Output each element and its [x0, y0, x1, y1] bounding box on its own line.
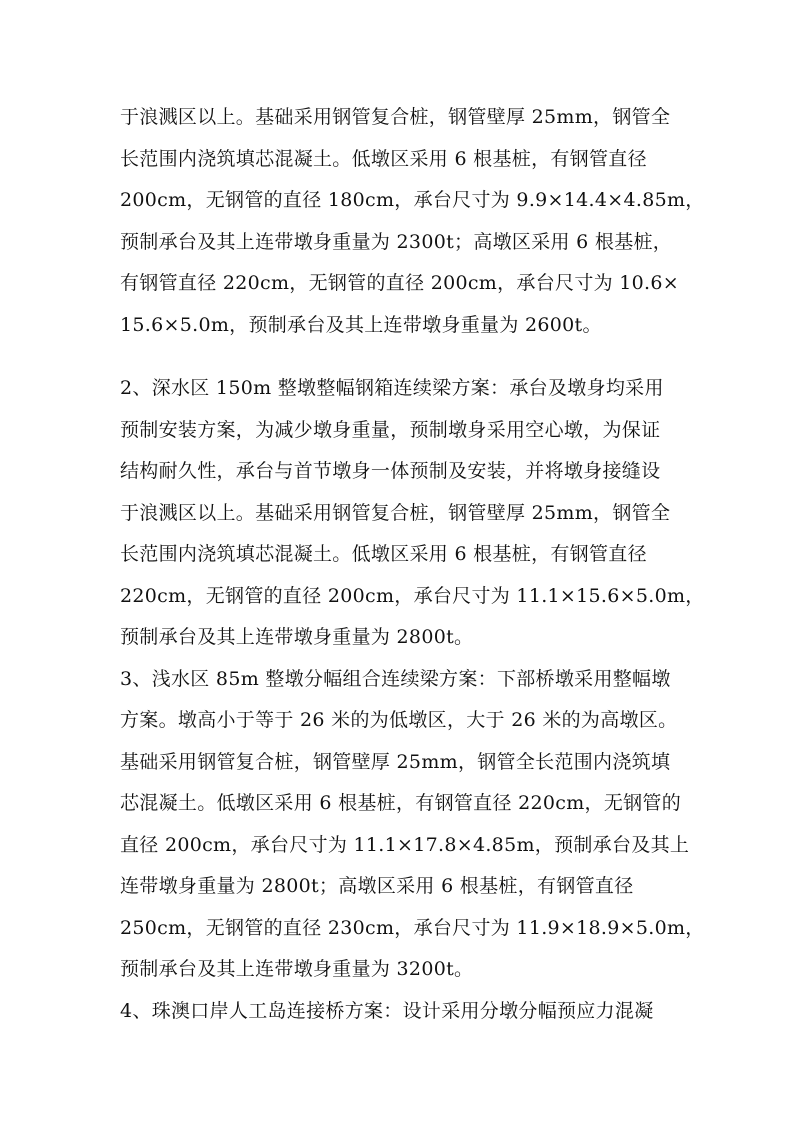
text-line: 基础采用钢管复合桩，钢管壁厚 25mm，钢管全长范围内浇筑填: [120, 750, 671, 773]
text-line: 预制安装方案，为减少墩身重量，预制墩身采用空心墩，为保证: [120, 418, 661, 441]
text-line: 直径 200cm，承台尺寸为 11.1×17.8×4.85m，预制承台及其上: [120, 833, 690, 856]
body-text: [120, 97, 705, 1032]
text-line: 4、珠澳口岸人工岛连接桥方案：设计采用分墩分幅预应力混凝: [120, 999, 654, 1022]
text-line: 连带墩身重量为 2800t；高墩区采用 6 根基桩，有钢管直径: [120, 875, 634, 897]
text-line: 预制承台及其上连带墩身重量为 3200t。: [120, 958, 474, 980]
text-line: 结构耐久性，承台与首节墩身一体预制及安装，并将墩身接缝设: [120, 460, 661, 482]
text-line: 预制承台及其上连带墩身重量为 2300t；高墩区采用 6 根基桩，: [120, 230, 673, 253]
text-line: 250cm，无钢管的直径 230cm，承台尺寸为 11.9×18.9×5.0m，: [120, 916, 705, 939]
text-line: 15.6×5.0m，预制承台及其上连带墩身重量为 2600t。: [120, 313, 602, 336]
text-line: 预制承台及其上连带墩身重量为 2800t。: [120, 626, 474, 648]
text-line: 长范围内浇筑填芯混凝土。低墩区采用 6 根基桩，有钢管直径: [120, 147, 647, 170]
text-line: 芯混凝土。低墩区采用 6 根基桩，有钢管直径 220cm，无钢管的: [120, 792, 682, 814]
text-line: 方案。墩高小于等于 26 米的为低墩区，大于 26 米的为高墩区。: [120, 709, 678, 731]
text-line: 220cm，无钢管的直径 200cm，承台尺寸为 11.1×15.6×5.0m，: [120, 584, 705, 607]
text-line: 3、浅水区 85m 整墩分幅组合连续梁方案：下部桥墩采用整幅墩: [120, 667, 671, 690]
text-line: 有钢管直径 220cm，无钢管的直径 200cm，承台尺寸为 10.6×: [120, 272, 679, 294]
text-line: 2、深水区 150m 整墩整幅钢箱连续梁方案：承台及墩身均采用: [120, 377, 664, 399]
text-line: 于浪溅区以上。基础采用钢管复合桩，钢管壁厚 25mm，钢管全: [120, 501, 671, 524]
paragraph-gap: [120, 346, 680, 368]
text-line: 长范围内浇筑填芯混凝土。低墩区采用 6 根基桩，有钢管直径: [120, 543, 647, 565]
text-line: 于浪溅区以上。基础采用钢管复合桩，钢管壁厚 25mm，钢管全: [120, 106, 671, 128]
text-line: 200cm，无钢管的直径 180cm，承台尺寸为 9.9×14.4×4.85m，: [120, 189, 705, 211]
